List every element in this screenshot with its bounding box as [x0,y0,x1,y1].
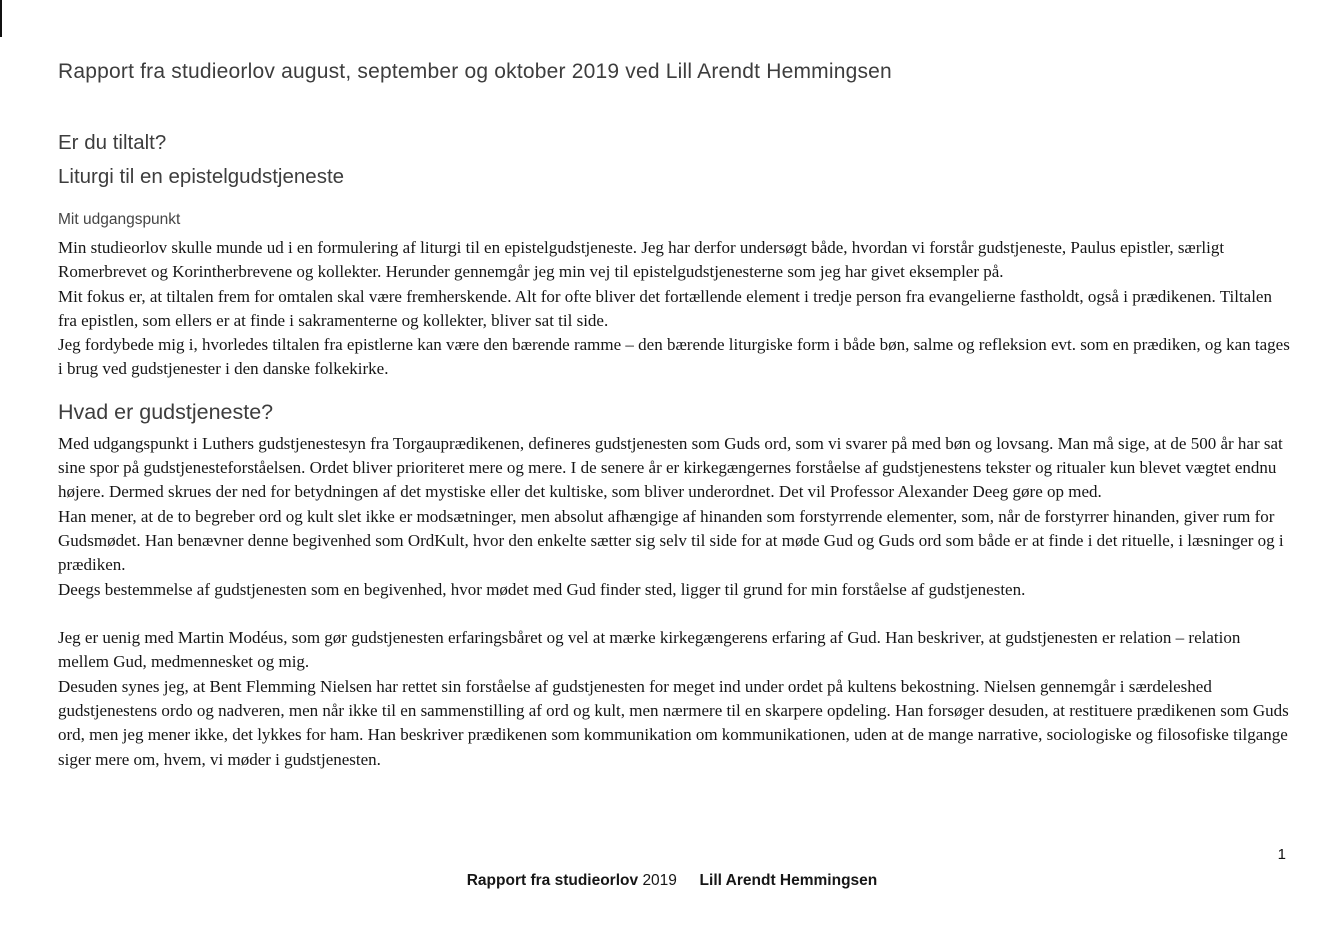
footer-report-label: Rapport fra studieorlov [466,872,639,889]
section-heading-mit-udgangspunkt: Mit udgangspunkt [58,211,181,228]
subtitle-liturgy: Liturgi til en epistelgudstjeneste [58,165,345,188]
footer-year: 2019 [642,872,677,889]
paragraph: Han mener, at de to begreber ord og kult slet ikke er modsætninger, men absolut afhængige af hinanden som forstyrrende elementer, som, når de forstyrrer hinanden, giver rum for Gudsmødet. Han benævner denne begivenhed som OrdKult, hvor den enkelte sætter sig selv til side for at møde Gud og Guds ord som både er at finde i det rituelle, i læsninger og i prædiken. [58,506,1284,575]
footer-author: Lill Arendt Hemmingsen [699,872,878,889]
page-footer [0,872,1344,890]
paragraph: Med udgangspunkt i Luthers gudstjenestesyn fra Torgauprædikenen, defineres gudstjenesten som Guds ord, som vi svarer på med bøn og lovsang. Man må sige, at de 500 år har sat sine spor på gudstjenesteforståelsen. Ordet bliver prioriteret mere og mere. I de senere år er kirkegængernes forståelse af gudstjenestens tekster og ritualer kun blevet vægtet endnu højere. Dermed skrues der ned for betydningen af det mystiske eller det kultiske, som bliver underordnet. Det vil Professor Alexander Deeg gøre op med. [58,433,1283,502]
subtitle-block [58,126,1290,194]
paragraph: Desuden synes jeg, at Bent Flemming Nielsen har rettet sin forståelse af gudstjenesten for meget ind under ordet på kultens bekostning. Nielsen gennemgår i særdeleshed gudstjenestens ordo og nadveren, men når ikke til en sammenstilling af ord og kult, men nærmere til en skarpere opdeling. Han forsøger desuden, at restituere prædikenen som Guds ord, men jeg mener ikke, det lykkes for ham. Han beskriver prædikenen som kommunikation om kommunikationen, uden at de mange narrative, sociologiske og filosofiske tilgange siger mere om, hvem, vi møder i gudstjenesten. [58,676,1289,769]
paragraph: Jeg fordybede mig i, hvorledes tiltalen fra epistlerne kan være den bærende ramme – den bærende liturgiske form i både bøn, salme og refleksion evt. som en prædiken, og kan tages i brug ved gudstjenester i den danske folkekirke. [58,335,1290,379]
paragraph: Min studieorlov skulle munde ud i en formulering af liturgi til en epistelgudstjeneste. Jeg har derfor undersøgt både, hvordan vi forstår gudstjeneste, Paulus epistler, særligt Romerbrevet og Korintherbrevene og kollekter. Herunder gennemgår jeg min vej til epistelgudstjenesterne som jeg har givet eksempler på. [58,238,1225,282]
section-body-hvad-er-gudstjeneste [58,432,1290,772]
paragraph: Jeg er uenig med Martin Modéus, som gør gudstjenesten erfaringsbåret og vel at mærke kirkegængerens erfaring af Gud. Han beskriver, at gudstjenesten er relation – relation mellem Gud, medmennesket og mig. [58,628,1241,672]
edge-artifact-line [0,0,2,37]
section-heading-hvad-er-gudstjeneste: Hvad er gudstjeneste? [58,399,274,424]
page-number: 1 [1277,846,1286,863]
blank-line [58,602,1290,626]
section-body-mit-udgangspunkt [58,236,1290,382]
paragraph: Mit fokus er, at tiltalen frem for omtalen skal være fremherskende. Alt for ofte bliver det fortællende element i tredje person fra evangelierne fastholdt, også i prædikenen. Tiltalen fra epistlen, som ellers er at finde i sakramenterne og kollekter, bliver sat til side. [58,286,1272,330]
page-content [58,0,1290,772]
document-title: Rapport fra studieorlov august, september og oktober 2019 ved Lill Arendt Hemmingsen [58,60,892,83]
paragraph: Deegs bestemmelse af gudstjenesten som en begivenhed, hvor mødet med Gud finder sted, ligger til grund for min forståelse af gudstjenesten. [58,579,1026,599]
subtitle-question: Er du tiltalt? [58,131,167,154]
